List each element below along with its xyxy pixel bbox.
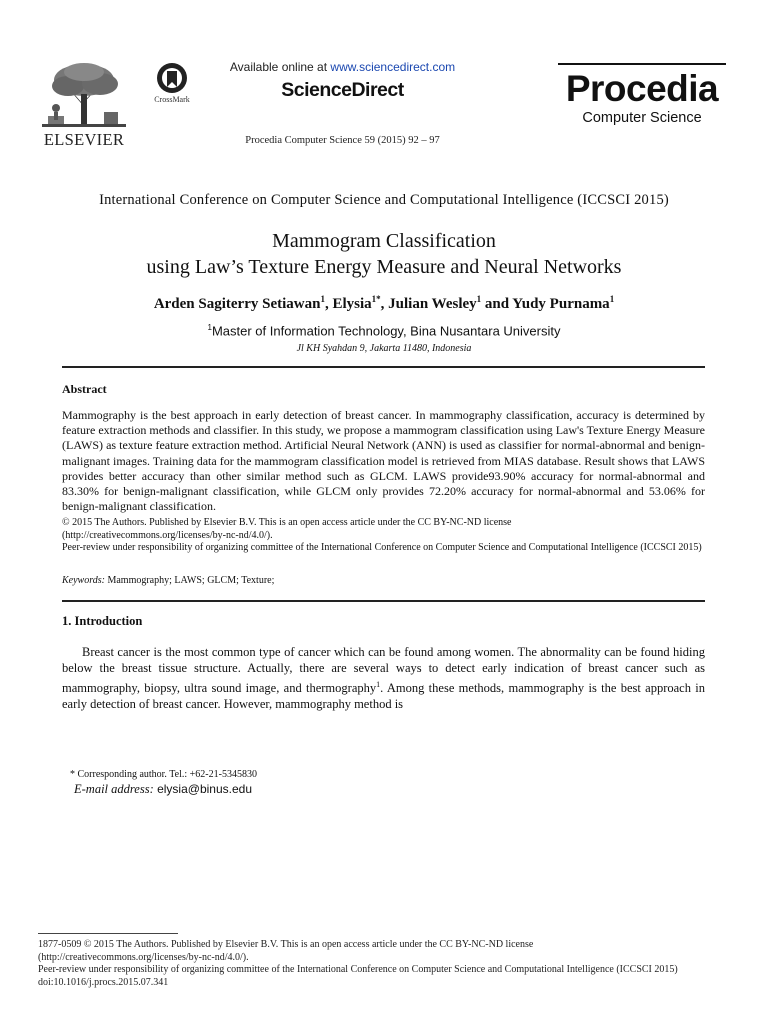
affiliation-address: Jl KH Syahdan 9, Jakarta 11480, Indonesia xyxy=(296,343,472,354)
author-affiliation-mark: 1 xyxy=(320,294,325,304)
affiliation-mark: 1 xyxy=(207,323,212,332)
email-line xyxy=(74,782,252,797)
author-separator: , xyxy=(324,296,333,312)
email-address[interactable]: elysia@binus.edu xyxy=(153,782,252,796)
keywords xyxy=(62,575,274,586)
procedia-subtitle: Computer Science xyxy=(582,110,702,126)
divider-top xyxy=(62,366,705,368)
publisher-name: ELSEVIER xyxy=(43,130,125,149)
paper-title xyxy=(0,228,768,280)
corresponding-author: * Corresponding author. Tel.: +62-21-5345830 xyxy=(70,769,257,780)
procedia-rule xyxy=(558,63,726,65)
footer-doi[interactable]: doi:10.1016/j.procs.2015.07.341 xyxy=(38,977,169,989)
sciencedirect-link[interactable]: www.sciencedirect.com xyxy=(330,60,456,74)
intro-text-part-1: Breast cancer is the most common type of cancer which can be found among women. The abnormality can be found hiding below the breast tissue structure. Actually, there are several ways to detect early indication of breast cancer such as mammography, biopsy, ultra sound image, and thermography xyxy=(62,645,705,695)
crossmark-badge[interactable] xyxy=(148,62,196,104)
elsevier-logo xyxy=(40,58,128,150)
footer-rule xyxy=(38,933,178,934)
author-separator: , xyxy=(380,296,389,312)
author-list xyxy=(0,294,768,313)
affiliation-text: Master of Information Technology, Bina Nusantara University xyxy=(211,323,561,339)
copyright-line: © 2015 The Authors. Published by Elsevier B.V. This is an open access article under the CC BY-NC-ND license xyxy=(62,517,512,528)
license-link[interactable]: (http://creativecommons.org/licenses/by-nc-nd/4.0/). xyxy=(62,529,273,541)
divider-bottom xyxy=(62,600,705,602)
crossmark-label: CrossMark xyxy=(154,95,190,104)
affiliation xyxy=(0,323,768,338)
peer-review-line: Peer-review under responsibility of organizing committee of the International Conference on Computer Science and Computational Intelligence (ICCSCI 2015) xyxy=(62,542,702,553)
keywords-label: Keywords: xyxy=(62,575,105,586)
author-affiliation-mark: 1 xyxy=(476,294,482,304)
keywords-list: Mammography; LAWS; GLCM; Texture; xyxy=(104,575,275,586)
author-name: Julian Wesley xyxy=(388,296,477,312)
footer-issn-line: 1877-0509 © 2015 The Authors. Published by Elsevier B.V. This is an open access article under the CC BY-NC-ND license xyxy=(38,939,534,950)
title-line-1: Mammogram Classification xyxy=(272,230,496,252)
author-affiliation-mark: 1 xyxy=(609,294,615,304)
author-affiliation-mark: 1* xyxy=(371,294,381,304)
title-line-2: using Law’s Texture Energy Measure and Neural Networks xyxy=(146,256,622,278)
intro-text-part-2: . Among these methods, mammography is the best approach in early detection of breast cancer. However, mammography method is xyxy=(62,680,705,711)
procedia-title: Procedia xyxy=(565,68,719,109)
abstract-body: Mammography is the best approach in early detection of breast cancer. In mammography classification, accuracy is determined by feature extraction methods and classifier. In this study, we propose a mammogram classification using Law's Texture Energy Measure (LAWS) as texture feature extraction method. Artificial Neural Network (ANN) is used as classifier for normal-abnormal and benign-malignant images. Training data for the mammogram classification model is retrieved from MIAS database. Result shows that LAWS provides better accuracy than other similar method such as GLCM. LAWS provide93.90% accuracy for normal-abnormal and 83.30% for benign-malignant classification, while GLCM only provides 72.20% accuracy for normal-abnormal and 53.06% for benign-malignant classification. xyxy=(62,408,705,514)
elsevier-tree-icon xyxy=(42,58,126,128)
available-prefix: Available online at xyxy=(229,60,331,74)
author-name: Yudy Purnama xyxy=(512,296,610,312)
page-footer xyxy=(38,939,728,990)
section-heading-introduction: 1. Introduction xyxy=(62,614,143,628)
citation-ref[interactable]: 1 xyxy=(376,679,381,689)
footer-license-link[interactable]: (http://creativecommons.org/licenses/by-nc-nd/4.0/). xyxy=(38,951,249,963)
introduction-body xyxy=(62,645,705,712)
footer-peer-review: Peer-review under responsibility of organizing committee of the International Conference on Computer Science and Computational Intelligence (ICCSCI 2015) xyxy=(38,964,678,976)
abstract-license xyxy=(62,517,705,555)
journal-citation: Procedia Computer Science 59 (2015) 92 – 97 xyxy=(245,135,440,146)
author-separator: and xyxy=(481,296,513,312)
author-name: Elysia xyxy=(332,296,372,312)
procedia-logo xyxy=(558,63,726,126)
email-label: E-mail address: xyxy=(74,782,154,796)
crossmark-icon xyxy=(156,62,188,94)
sciencedirect-wordmark: ScienceDirect xyxy=(281,79,404,101)
author-name: Arden Sagiterry Setiawan xyxy=(153,296,321,312)
available-online xyxy=(200,60,485,74)
conference-name: International Conference on Computer Science and Computational Intelligence (ICCSCI 2015) xyxy=(99,192,669,208)
abstract-heading: Abstract xyxy=(62,382,107,396)
